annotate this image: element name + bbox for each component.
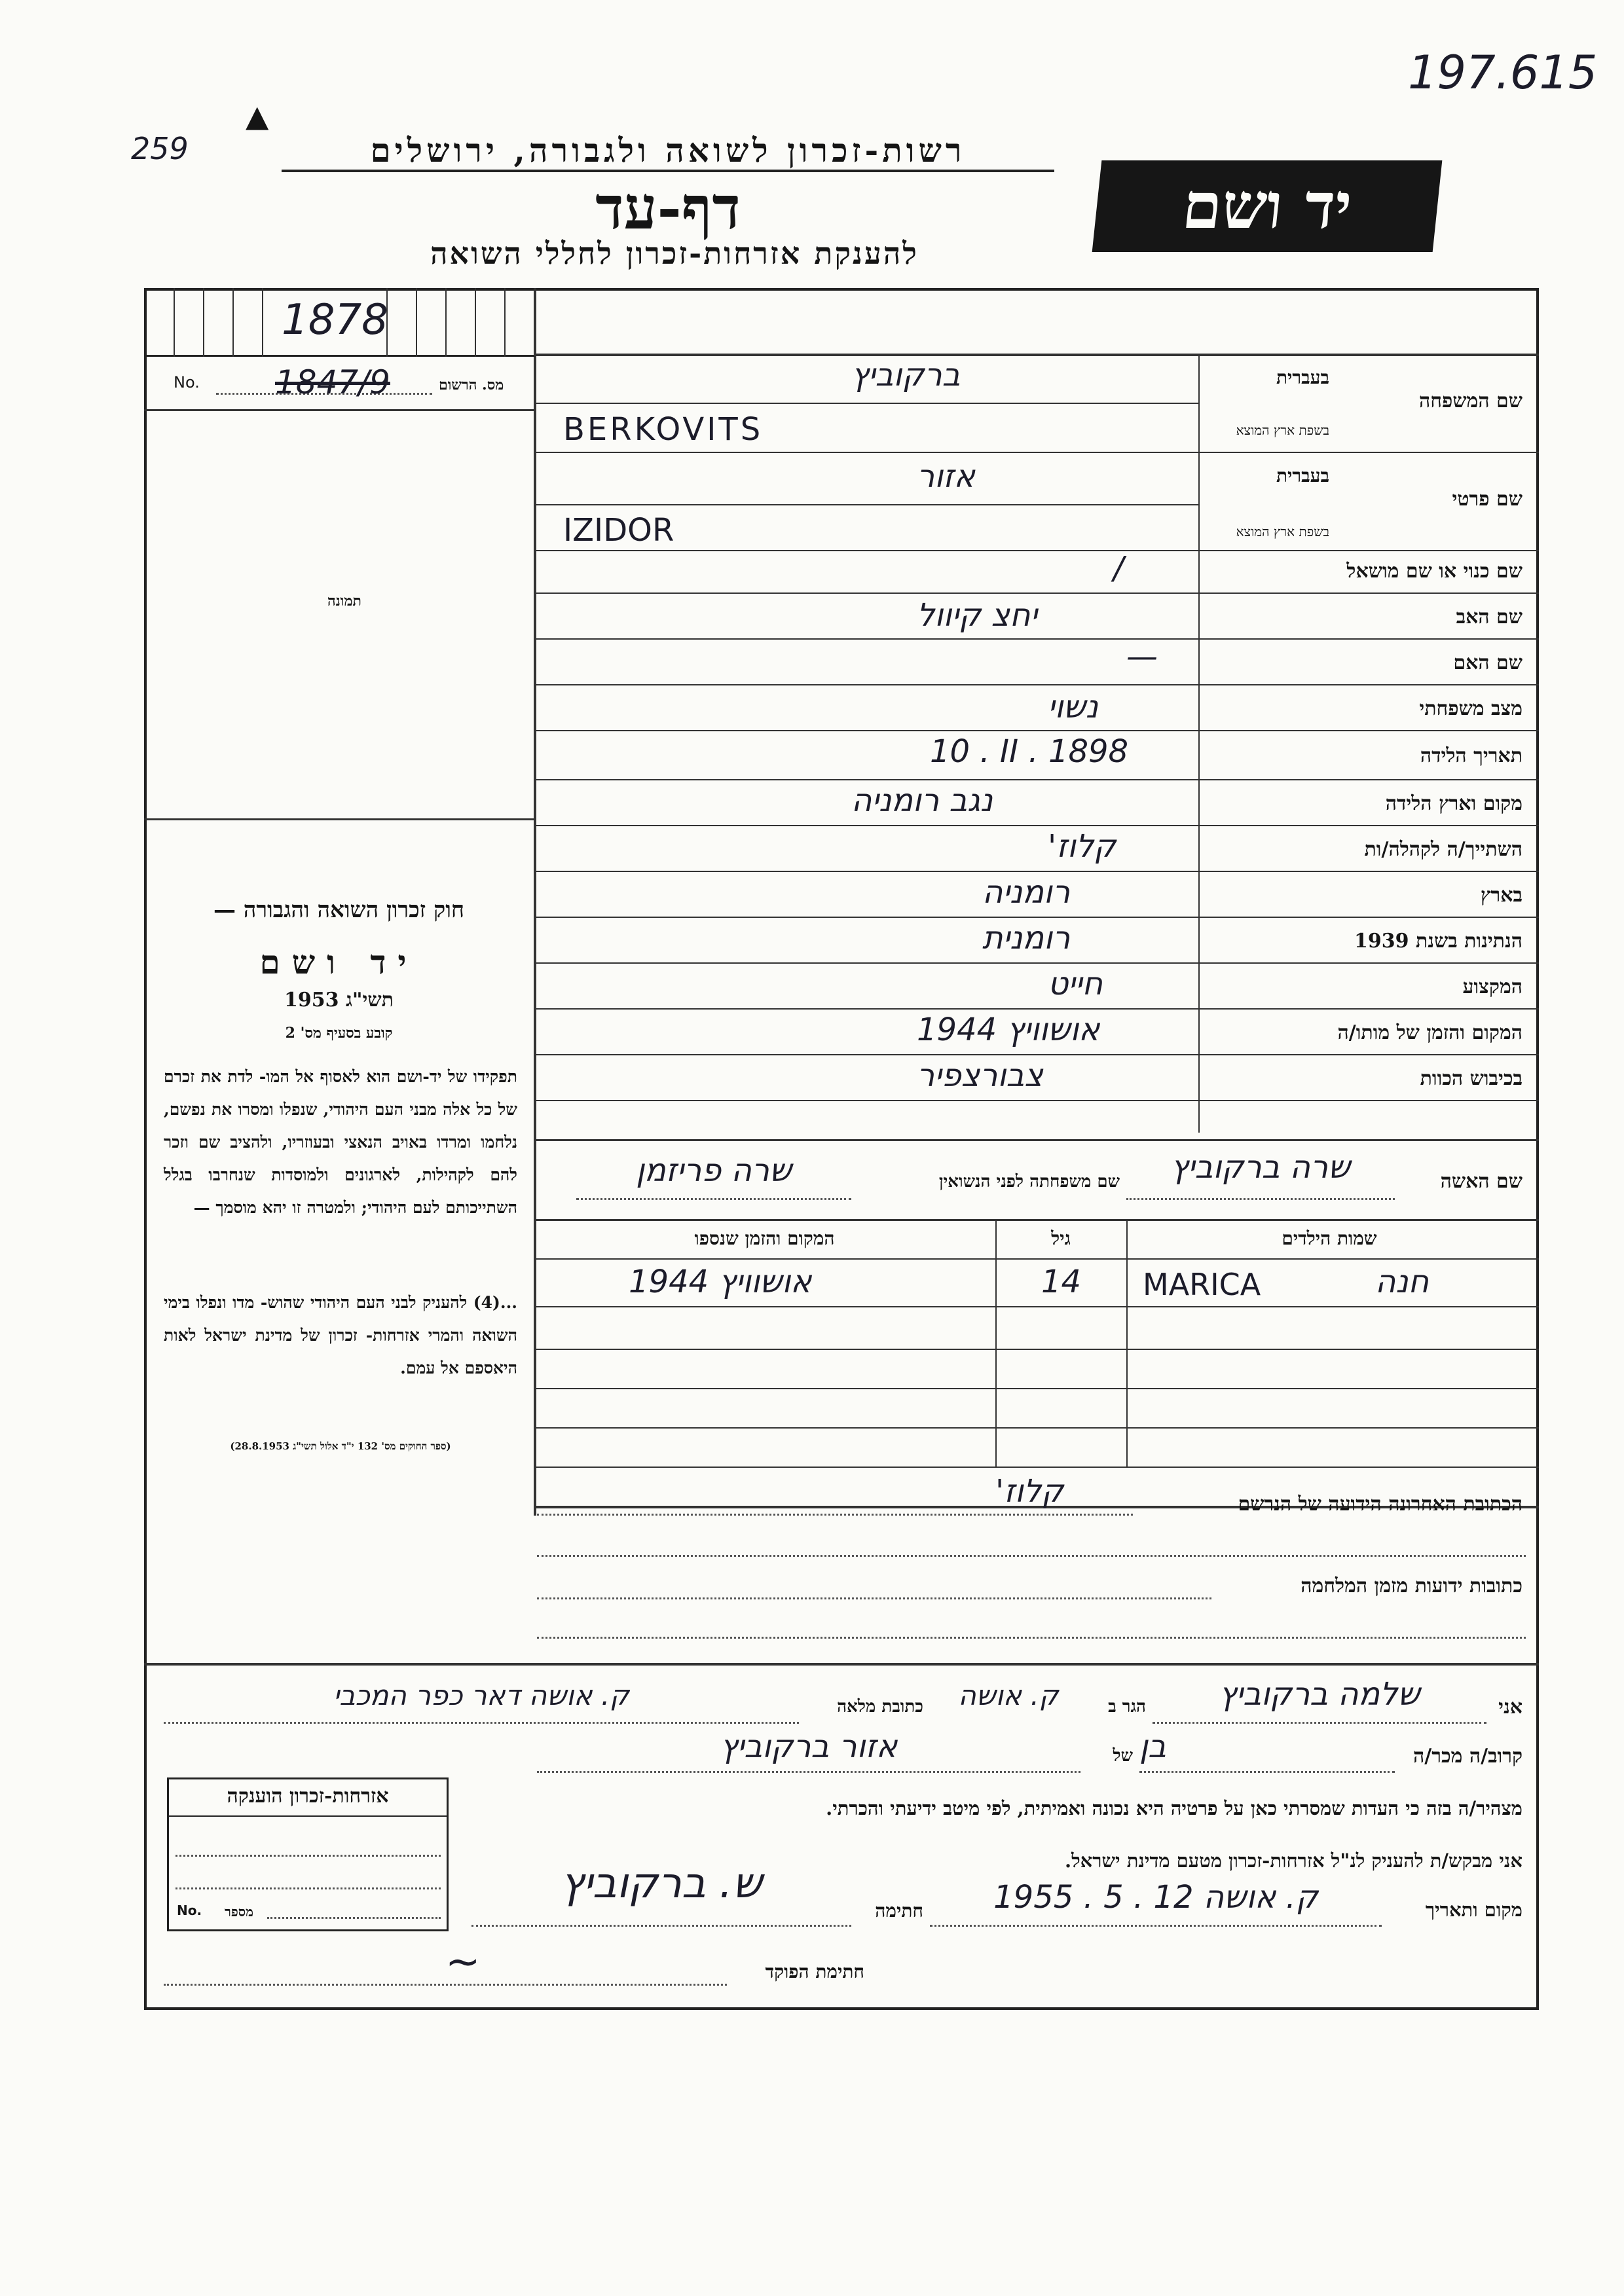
row-line [534, 730, 1539, 731]
occupation-label: בכיבוש הכוות [1420, 1067, 1522, 1090]
declarant-resides-label: הגר ב [1108, 1697, 1146, 1717]
grant-box-dotted [175, 1855, 441, 1857]
citizenship-value: רומנית [982, 920, 1071, 957]
law-title: חוק זכרון השואה והגבורה — [213, 897, 465, 923]
declarant-name-dotted [1153, 1722, 1486, 1724]
profession-value: חייט [1048, 966, 1103, 1002]
children-header-line [534, 1258, 1539, 1260]
form-subtitle: להענקת אזרחות-זכרון לחללי השואה [430, 236, 919, 271]
declarant-name-value: שלמה ברקוביץ [1219, 1676, 1420, 1713]
mother-label: שם האם [1453, 651, 1522, 674]
father-label: שם האב [1456, 606, 1522, 629]
official-signature-label: חתימת הפוקד [765, 1961, 864, 1982]
form-title: דף-עד [595, 173, 741, 243]
wife-row-bottom [534, 1219, 1539, 1221]
photo-label: תמונה [327, 592, 361, 610]
children-death-header: המקום והזמן שנספו [694, 1228, 835, 1249]
law-footnote: (ספר החוקים מס' 132 י"ד אלול תשי"ג 28.8.1953) [230, 1440, 451, 1452]
row-line [534, 1054, 1539, 1055]
declarant-resides-value: ק. אושה [958, 1679, 1059, 1711]
row-line [534, 962, 1539, 964]
occupation-value: צבורצפיר [917, 1057, 1043, 1094]
row-line [534, 403, 1198, 404]
wife-dotted-line [1126, 1198, 1395, 1200]
law-year: תשי"ג 1953 [284, 989, 394, 1011]
corner-number-left: 259 [131, 131, 189, 166]
row-line [534, 871, 1539, 872]
labels-column-divider [1198, 354, 1200, 1133]
birth-date-value: 10 . II . 1898 [930, 733, 1129, 770]
relation-of-label: של [1113, 1746, 1133, 1766]
signature-dotted [471, 1925, 851, 1927]
nickname-value: / [1113, 550, 1124, 587]
mother-value: — [1126, 638, 1158, 675]
declarant-full-address-value: ק. אושה דאר כפר המכבי [333, 1679, 629, 1711]
firstname-origin-sublabel: בשפת ארץ המוצא [1236, 524, 1329, 539]
law-clause: ...(4) להעניק לבני העם היהודי שהוש- מדו ונפלו בימי השואה והמרי אזרחות- זכרון של מדינת ישראל לאות היאספם אל עמם. [164, 1293, 517, 1377]
war-address-dotted [537, 1597, 1211, 1599]
row-line [534, 592, 1539, 594]
reg-cell-line [203, 288, 204, 357]
death-label: המקום והזמן של מותו/ה [1337, 1021, 1522, 1044]
wife-maiden-value: שרה פריזמן [636, 1152, 792, 1189]
place-date-value: ק. אושה 12 . 5 . 1955 [993, 1879, 1318, 1916]
registration-no-label: No. [174, 373, 200, 392]
law-section: קובע בסעיף מס' 2 [285, 1025, 393, 1042]
firstname-latin-value: IZIDOR [563, 512, 674, 549]
child-name-hebrew: חנה [1375, 1264, 1429, 1300]
wife-name-value: שרה ברקוביץ [1170, 1149, 1351, 1186]
last-address-dotted [537, 1514, 1133, 1516]
children-col-divider [1126, 1219, 1128, 1468]
profession-label: המקצוע [1462, 975, 1522, 998]
yad-vashem-logo: יד ושם [1092, 160, 1443, 252]
birth-place-value: נגב רומניה [851, 782, 993, 819]
community-label: השתייך/ה לקהלה/ות [1364, 838, 1522, 861]
relation-value: בן [1139, 1728, 1166, 1765]
child-age: 14 [1041, 1264, 1082, 1300]
declarant-full-address-label: כתובת מלאה [837, 1697, 923, 1717]
last-address-label: הכתובת האחרונה הידועה של הנרשם [1238, 1493, 1522, 1516]
corner-number-right: 197.615 [1408, 46, 1598, 100]
reg-cell-line [262, 288, 263, 357]
reg-cell-line [475, 288, 476, 357]
marital-value: נשוי [1048, 689, 1099, 725]
row-line [534, 504, 1198, 505]
surname-hebrew-value: ברקוביץ [851, 357, 961, 393]
request-text: אני מבקש/ת להעניק לנ"ל אזרחות-זכרון מטעם מדינת ישראל. [1064, 1850, 1522, 1872]
children-col-divider [995, 1219, 997, 1468]
row-line [534, 825, 1539, 826]
country-label: בארץ [1480, 884, 1522, 907]
registration-underline [144, 409, 534, 411]
declarant-address-dotted [164, 1722, 799, 1724]
row-line [534, 452, 1539, 453]
death-value: אושוויץ 1944 [917, 1011, 1100, 1048]
signature-label: חתימה [875, 1900, 923, 1922]
children-row-line [534, 1306, 1539, 1307]
relation-of-dotted [537, 1771, 1080, 1773]
grant-box-no-label: No. [177, 1903, 202, 1918]
birth-date-label: תאריך הלידה [1420, 744, 1522, 767]
children-row-line [534, 1349, 1539, 1350]
nickname-label: שם כנוי או שם מושאל [1346, 560, 1522, 583]
surname-origin-sublabel: בשפת ארץ המוצא [1236, 422, 1329, 438]
place-date-dotted [930, 1925, 1382, 1927]
address-dotted [537, 1555, 1526, 1557]
surname-hebrew-sublabel: בעברית [1276, 367, 1329, 388]
declarant-signature: ש. ברקוביץ [561, 1859, 762, 1908]
place-date-label: מקום ותאריך [1425, 1899, 1522, 1921]
grant-box-dotted [175, 1887, 441, 1889]
grant-box [167, 1777, 449, 1931]
arrow-mark-icon: ▲ [246, 98, 269, 134]
photo-area-bottom [144, 818, 534, 820]
fields-top-line [534, 354, 1539, 356]
war-addresses-label: כתובות ידועות מזמן המלחמה [1301, 1575, 1522, 1597]
wife-label: שם האשה [1440, 1170, 1522, 1193]
firstname-hebrew-value: אזור [917, 458, 975, 495]
children-age-header: גיל [1051, 1228, 1071, 1249]
reg-cell-line [445, 288, 447, 357]
children-row-line [534, 1388, 1539, 1389]
grant-box-title: אזרחות-זכרון הוענקה [227, 1785, 389, 1808]
grant-box-divider [169, 1815, 447, 1817]
registration-struck-number: 1847/9 [275, 363, 390, 401]
birth-place-label: מקום וארץ הלידה [1385, 792, 1522, 815]
row-line [534, 684, 1539, 685]
row-line [534, 1139, 1539, 1141]
law-body: תפקידו של יד-ושם הוא לאסוף אל המו- לדת את זכרם של כל אלה מבני העם היהודי, שנפלו ומסרו את נפשם, נלחמו ומרדו באויב הנאצי ובעוזריו, ולהציב שם וזכר להם לקהילות, לארגונים ולמוסדות שנחרבו בגלל השתייכותם לעם היהודי; ולמטרה זו יהא מוסמך — [164, 1067, 517, 1217]
row-line [534, 1100, 1539, 1101]
grant-box-number-label: מספר [225, 1904, 253, 1920]
wife-maiden-label: שם משפחתה לפני הנשואין [938, 1172, 1120, 1192]
row-line [534, 917, 1539, 918]
relation-of-value: אזור ברקוביץ [720, 1728, 898, 1765]
firstname-hebrew-sublabel: בעברית [1276, 465, 1329, 486]
last-address-value: קלוז' [995, 1473, 1064, 1510]
relation-dotted [1139, 1771, 1395, 1773]
law-yad-vashem: יד ושם [259, 943, 418, 981]
war-address-dotted [537, 1637, 1526, 1639]
surname-latin-value: BERKOVITS [563, 411, 764, 448]
community-value: קלוז' [1048, 828, 1116, 865]
reg-cell-line [232, 288, 234, 357]
father-value: יחצ קיוול [917, 597, 1038, 634]
authority-name: רשות-זכרון לשואה ולגבורה, ירושלים [282, 131, 1054, 172]
reg-cell-line [174, 288, 175, 357]
row-line [534, 638, 1539, 640]
left-column-divider [534, 288, 536, 1516]
surname-label: שם המשפחה [1418, 390, 1522, 412]
citizenship-label: הנתינות בשנת 1939 [1354, 930, 1522, 953]
row-line [534, 1008, 1539, 1010]
declarant-i-label: אני [1498, 1696, 1522, 1719]
children-row-line [534, 1467, 1539, 1468]
child-name-latin: MARICA [1143, 1267, 1261, 1302]
grant-box-number-dotted [267, 1917, 441, 1919]
row-line [534, 550, 1539, 551]
children-row-line [534, 1427, 1539, 1429]
reg-cell-line [416, 288, 417, 357]
child-death: אושוויץ 1944 [629, 1264, 812, 1300]
wife-maiden-dotted-line [576, 1198, 851, 1200]
relation-label: קרוב/ה מכר/ה [1413, 1745, 1522, 1768]
registration-he-label: מס. הרשום [439, 376, 504, 393]
registration-box-number: 1878 [282, 296, 388, 344]
row-line [534, 779, 1539, 780]
country-value: רומניה [982, 874, 1071, 911]
children-names-header: שמות הילדים [1282, 1228, 1377, 1249]
firstname-label: שם פרטי [1452, 488, 1522, 511]
reg-cell-line [504, 288, 506, 357]
official-signature: ~ [445, 1938, 481, 1986]
declaration-text: מצהיר/ה בזה כי העדות שמסרתי כאן על פרטיה היא נכונה ואמיתית, לפי מיטב ידיעתי והכרתי. [826, 1797, 1522, 1819]
marital-label: מצב משפחתי [1419, 697, 1522, 720]
declarant-section-top [144, 1663, 1539, 1666]
